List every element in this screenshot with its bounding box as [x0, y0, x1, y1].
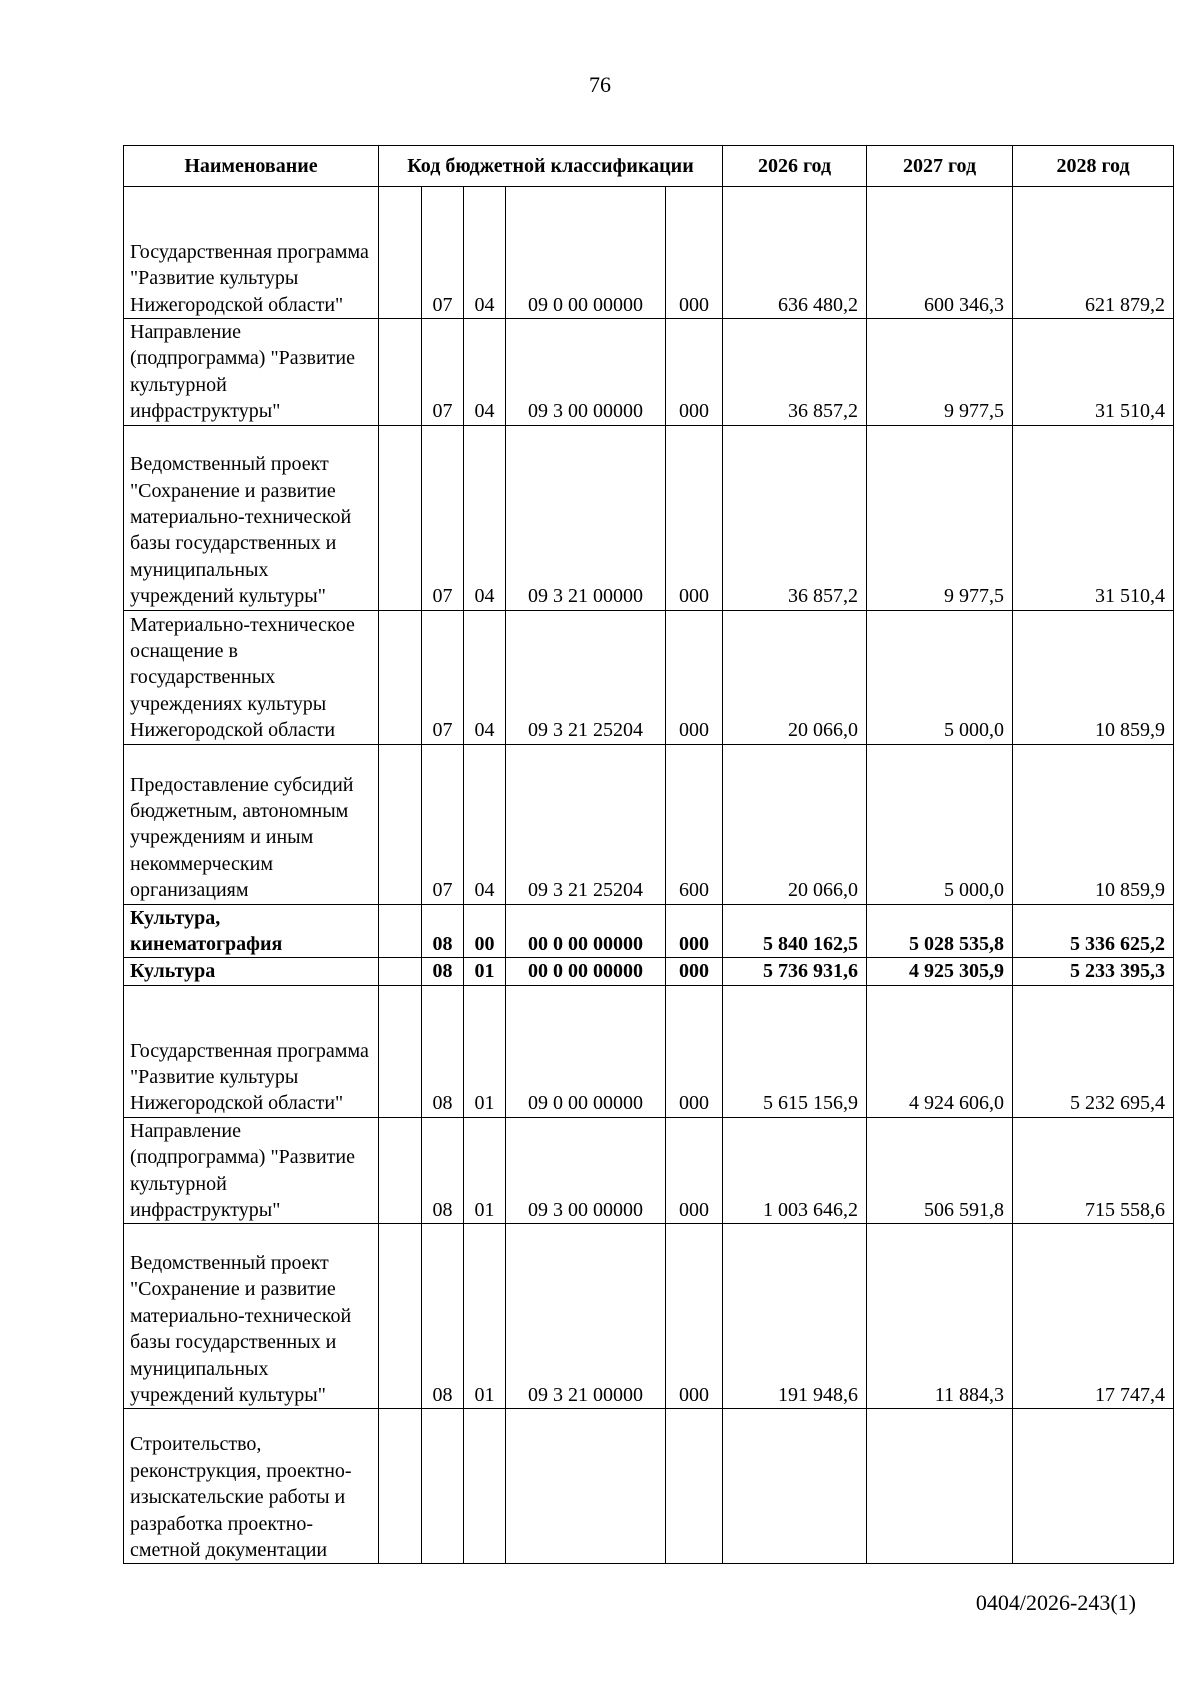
table-row: [124, 1224, 1174, 1409]
row-target-article: [506, 1409, 666, 1564]
row-expense-type: 000: [666, 319, 723, 426]
header-2026: 2026 год: [723, 146, 867, 187]
row-target-article: 09 3 21 00000: [506, 1224, 666, 1409]
row-value-2027: 4 925 305,9: [867, 958, 1013, 985]
document-id: 0404/2026-243(1): [975, 1590, 1136, 1615]
row-target-article: 09 3 21 00000: [506, 425, 666, 610]
row-section: 07: [422, 744, 464, 904]
page-number: 76: [589, 72, 611, 97]
row-section: 08: [422, 1117, 464, 1224]
row-subsection: 04: [464, 319, 506, 426]
row-target-article: 09 0 00 00000: [506, 985, 666, 1117]
row-value-2026: 20 066,0: [723, 744, 867, 904]
row-value-2027: 5 000,0: [867, 744, 1013, 904]
row-expense-type: 000: [666, 425, 723, 610]
row-value-2027: 9 977,5: [867, 319, 1013, 426]
row-value-2027: 11 884,3: [867, 1224, 1013, 1409]
row-section: 08: [422, 1224, 464, 1409]
row-subsection: 01: [464, 958, 506, 985]
row-section: 08: [422, 985, 464, 1117]
row-section: 07: [422, 610, 464, 744]
row-value-2026: 36 857,2: [723, 425, 867, 610]
row-section: 08: [422, 958, 464, 985]
row-value-2027: 4 924 606,0: [867, 985, 1013, 1117]
row-value-2026: 20 066,0: [723, 610, 867, 744]
row-expense-type: [666, 1409, 723, 1564]
row-name: Направление (подпрограмма) "Развитие культурной инфраструктуры": [124, 1117, 379, 1224]
row-expense-type: 000: [666, 1224, 723, 1409]
row-section: 07: [422, 187, 464, 319]
row-name: Ведомственный проект "Сохранение и развитие материально-технической базы государственных и муниципальных учреждений культуры": [124, 425, 379, 610]
row-target-article: 09 0 00 00000: [506, 187, 666, 319]
row-expense-type: 600: [666, 744, 723, 904]
row-code-empty: [379, 187, 422, 319]
row-value-2026: 5 840 162,5: [723, 904, 867, 958]
budget-table: [123, 145, 1174, 1564]
row-target-article: 09 3 21 25204: [506, 610, 666, 744]
row-value-2028: 10 859,9: [1013, 744, 1174, 904]
row-code-empty: [379, 744, 422, 904]
table-row: [124, 425, 1174, 610]
row-target-article: 09 3 00 00000: [506, 319, 666, 426]
row-value-2026: 5 736 931,6: [723, 958, 867, 985]
row-name: Культура, кинематография: [124, 904, 379, 958]
row-target-article: 09 3 21 25204: [506, 744, 666, 904]
table-row: [124, 319, 1174, 426]
row-name: Строительство, реконструкция, проектно-изыскательские работы и разработка проектно-сметной документации: [124, 1409, 379, 1564]
row-value-2028: 31 510,4: [1013, 319, 1174, 426]
row-name: Ведомственный проект "Сохранение и развитие материально-технической базы государственных и муниципальных учреждений культуры": [124, 1224, 379, 1409]
table-row: [124, 1117, 1174, 1224]
row-value-2028: 715 558,6: [1013, 1117, 1174, 1224]
row-expense-type: 000: [666, 958, 723, 985]
row-value-2028: 17 747,4: [1013, 1224, 1174, 1409]
header-code: Код бюджетной классификации: [379, 146, 723, 187]
row-value-2027: 600 346,3: [867, 187, 1013, 319]
table-row: [124, 904, 1174, 958]
row-value-2028: 31 510,4: [1013, 425, 1174, 610]
header-2027: 2027 год: [867, 146, 1013, 187]
row-subsection: 01: [464, 1117, 506, 1224]
table-row: [124, 744, 1174, 904]
row-value-2026: 1 003 646,2: [723, 1117, 867, 1224]
row-subsection: 00: [464, 904, 506, 958]
row-code-empty: [379, 985, 422, 1117]
row-value-2026: 5 615 156,9: [723, 985, 867, 1117]
row-subsection: [464, 1409, 506, 1564]
row-code-empty: [379, 1117, 422, 1224]
row-name: Культура: [124, 958, 379, 985]
row-code-empty: [379, 610, 422, 744]
row-value-2026: 36 857,2: [723, 319, 867, 426]
row-name: Материально-техническое оснащение в государственных учреждениях культуры Нижегородской области: [124, 610, 379, 744]
row-value-2027: [867, 1409, 1013, 1564]
row-expense-type: 000: [666, 610, 723, 744]
header-row: [124, 146, 1174, 187]
row-expense-type: 000: [666, 985, 723, 1117]
row-value-2026: [723, 1409, 867, 1564]
table-row: [124, 958, 1174, 985]
row-subsection: 04: [464, 187, 506, 319]
row-expense-type: 000: [666, 187, 723, 319]
table-row: [124, 985, 1174, 1117]
row-target-article: 09 3 00 00000: [506, 1117, 666, 1224]
header-2028: 2028 год: [1013, 146, 1174, 187]
row-subsection: 01: [464, 985, 506, 1117]
row-section: [422, 1409, 464, 1564]
row-value-2028: [1013, 1409, 1174, 1564]
row-value-2027: 5 028 535,8: [867, 904, 1013, 958]
row-value-2027: 506 591,8: [867, 1117, 1013, 1224]
row-target-article: 00 0 00 00000: [506, 904, 666, 958]
table-row: [124, 610, 1174, 744]
row-name: Предоставление субсидий бюджетным, автономным учреждениям и иным некоммерческим организациям: [124, 744, 379, 904]
row-value-2026: 191 948,6: [723, 1224, 867, 1409]
row-value-2028: 5 232 695,4: [1013, 985, 1174, 1117]
table-row: [124, 187, 1174, 319]
row-value-2028: 621 879,2: [1013, 187, 1174, 319]
row-code-empty: [379, 425, 422, 610]
row-code-empty: [379, 1409, 422, 1564]
row-section: 07: [422, 319, 464, 426]
row-value-2028: 5 336 625,2: [1013, 904, 1174, 958]
row-target-article: 00 0 00 00000: [506, 958, 666, 985]
row-subsection: 04: [464, 610, 506, 744]
row-value-2027: 5 000,0: [867, 610, 1013, 744]
row-name: Направление (подпрограмма) "Развитие культурной инфраструктуры": [124, 319, 379, 426]
row-name: Государственная программа "Развитие культуры Нижегородской области": [124, 187, 379, 319]
row-section: 07: [422, 425, 464, 610]
row-value-2028: 10 859,9: [1013, 610, 1174, 744]
row-subsection: 01: [464, 1224, 506, 1409]
row-value-2027: 9 977,5: [867, 425, 1013, 610]
table-row: [124, 1409, 1174, 1564]
row-subsection: 04: [464, 744, 506, 904]
row-code-empty: [379, 319, 422, 426]
row-expense-type: 000: [666, 1117, 723, 1224]
row-name: Государственная программа "Развитие культуры Нижегородской области": [124, 985, 379, 1117]
row-subsection: 04: [464, 425, 506, 610]
row-code-empty: [379, 958, 422, 985]
row-section: 08: [422, 904, 464, 958]
row-value-2028: 5 233 395,3: [1013, 958, 1174, 985]
row-value-2026: 636 480,2: [723, 187, 867, 319]
row-code-empty: [379, 904, 422, 958]
header-name: Наименование: [124, 146, 379, 187]
row-code-empty: [379, 1224, 422, 1409]
row-expense-type: 000: [666, 904, 723, 958]
